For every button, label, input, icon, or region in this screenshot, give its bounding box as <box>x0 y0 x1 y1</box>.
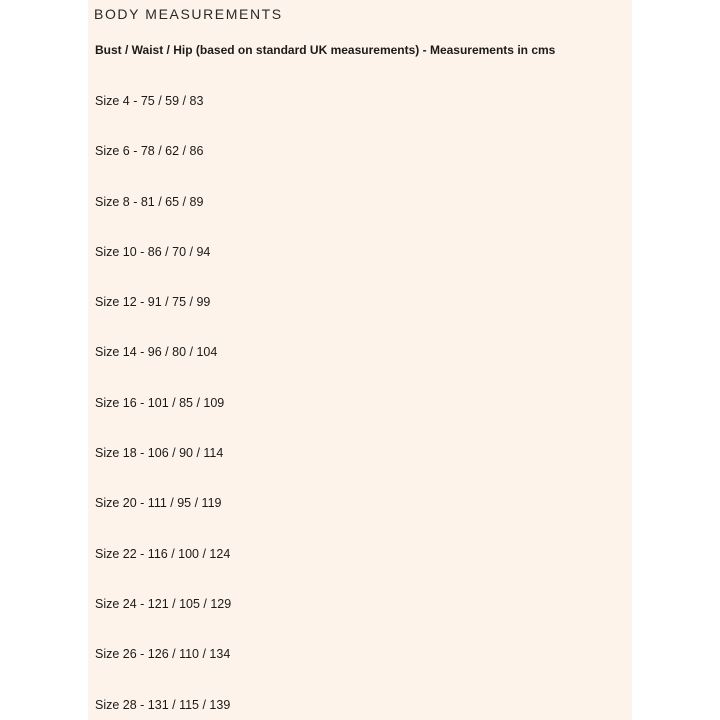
size-row: Size 20 - 111 / 95 / 119 <box>95 496 222 511</box>
size-row: Size 24 - 121 / 105 / 129 <box>95 596 232 611</box>
measurements-subtitle: Bust / Waist / Hip (based on standard UK measurements) - Measurements in cms <box>95 43 556 57</box>
size-row: Size 22 - 116 / 100 / 124 <box>95 546 231 561</box>
size-row: Size 4 - 75 / 59 / 83 <box>95 94 204 108</box>
size-row: Size 14 - 96 / 80 / 104 <box>95 345 218 360</box>
size-row: Size 6 - 78 / 62 / 86 <box>95 144 204 159</box>
size-row: Size 10 - 86 / 70 / 94 <box>95 244 211 259</box>
size-row: Size 16 - 101 / 85 / 109 <box>95 395 225 410</box>
size-row: Size 8 - 81 / 65 / 89 <box>95 194 204 209</box>
size-row: Size 18 - 106 / 90 / 114 <box>95 446 224 461</box>
size-row: Size 26 - 126 / 110 / 134 <box>95 647 231 662</box>
size-list <box>95 92 231 720</box>
section-title: BODY MEASUREMENTS <box>94 6 283 22</box>
size-row: Size 12 - 91 / 75 / 99 <box>95 295 211 310</box>
size-row: Size 28 - 131 / 115 / 139 <box>95 697 231 712</box>
measurements-panel <box>88 0 632 720</box>
